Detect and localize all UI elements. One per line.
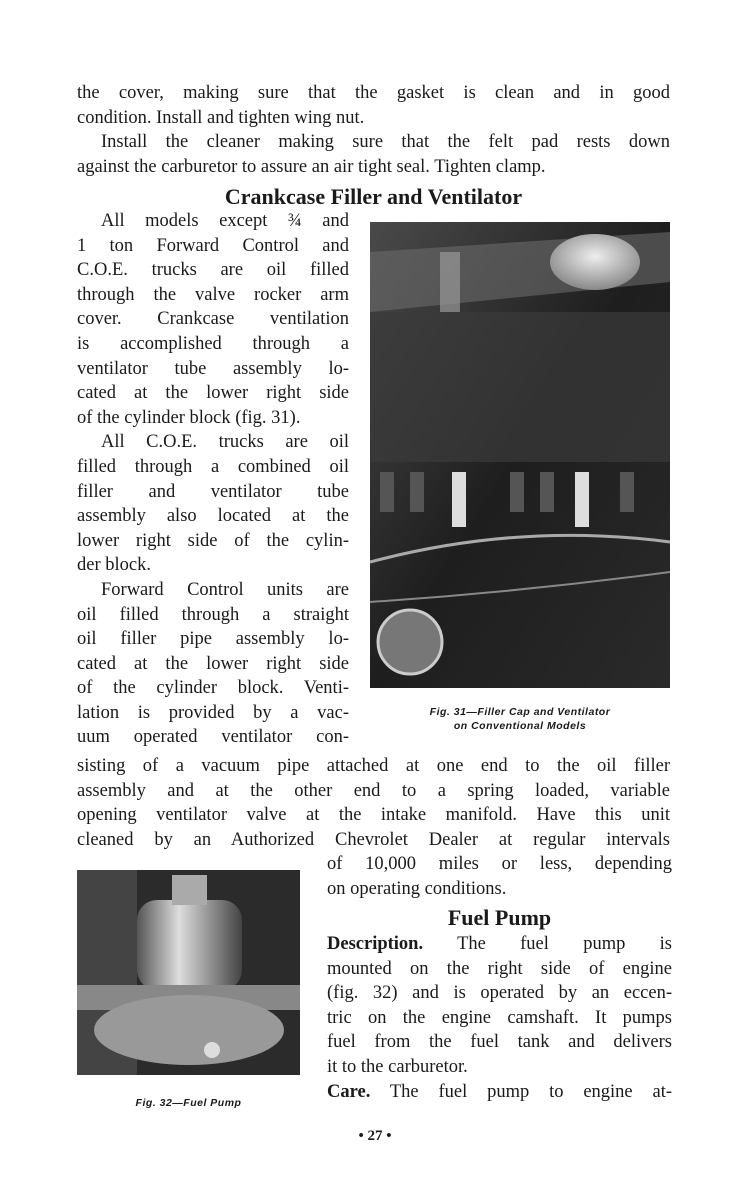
text-line: is accomplished through a [77,333,349,354]
text-line: lation is provided by a vac- [77,702,349,723]
figure-32-caption: Fig. 32—Fuel Pump [135,1097,242,1109]
text-line: ventilator tube assembly lo- [77,358,349,379]
text-line: of the cylinder block (fig. 31). [77,407,301,428]
intro-paragraphs [77,81,670,179]
text-line: cated at the lower right side [77,653,349,674]
text-line: der block. [77,555,151,576]
figure-31-engine-photo [370,222,670,688]
text-line: against the carburetor to assure an air tight seal. Tighten clamp. [77,156,546,177]
figure-31-caption [370,705,670,733]
text-line: through the valve rocker arm [77,284,349,305]
text-line: cated at the lower right side [77,383,349,404]
text-line [327,1080,672,1105]
text-line: sisting of a vacuum pipe attached at one end to the oil filler [77,756,670,776]
text-line: oil filled through a straight [77,604,349,625]
text-line: fuel from the fuel tank and delivers [327,1032,672,1053]
text-line [327,932,672,957]
text-line: tric on the engine camshaft. It pumps [327,1007,672,1028]
text-line: All models except ¾ and [101,211,349,231]
text-line: cleaned by an Authorized Chevrolet Dealer at regular intervals [77,829,670,850]
text-line: on operating conditions. [327,878,507,899]
section-heading-fuel-pump: Fuel Pump [447,905,552,930]
text-line: of the cylinder block. Venti- [77,678,349,699]
text-line: of 10,000 miles or less, depending [327,854,672,874]
text-line: All C.O.E. trucks are oil [101,432,349,453]
text-line: (fig. 32) and is operated by an eccen- [327,983,672,1004]
text-line: mounted on the right side of engine [327,958,672,979]
crankcase-full-width [77,754,670,852]
text-line: it to the carburetor. [327,1056,468,1077]
line-text: The fuel pump is [423,934,672,954]
text-line: Forward Control units are [101,579,349,600]
figure-31-caption-line: on Conventional Models [453,720,587,732]
text-line: assembly also located at the [77,506,349,527]
crankcase-left-column [77,209,349,750]
text-line: cover. Crankcase ventilation [77,309,349,330]
text-line: opening ventilator valve at the intake manifold. Have this unit [77,805,670,826]
text-line: C.O.E. trucks are oil filled [77,260,349,281]
text-line: assembly and at the other end to a spring loaded, variable [77,780,670,801]
run-in-heading: Care. [327,1081,371,1102]
fuel-pump-text [327,932,672,1104]
figure-31-caption-line: Fig. 31—Filler Cap and Ventilator [429,706,611,718]
text-line: filled through a combined oil [77,456,349,477]
section-heading-crankcase: Crankcase Filler and Ventilator [224,184,523,209]
text-line: uum operated ventilator con- [77,727,349,748]
text-line: filler and ventilator tube [77,481,349,502]
fuel-pump-illustration [77,870,300,1075]
text-line: 1 ton Forward Control and [77,235,349,256]
run-in-heading: Description. [327,934,424,954]
text-line: Install the cleaner making sure that the felt pad rests down [101,132,670,153]
text-line: oil filler pipe assembly lo- [77,629,349,650]
crankcase-right-column [327,852,672,901]
text-line: condition. Install and tighten wing nut. [77,107,365,128]
figure-32-fuel-pump-photo [77,870,300,1075]
line-text: The fuel pump to engine at- [370,1081,672,1102]
engine-photo-illustration [370,222,670,688]
text-line: lower right side of the cylin- [77,530,349,551]
page-number: • 27 • [358,1128,392,1144]
text-line: the cover, making sure that the gasket is clean and in good [77,83,670,103]
